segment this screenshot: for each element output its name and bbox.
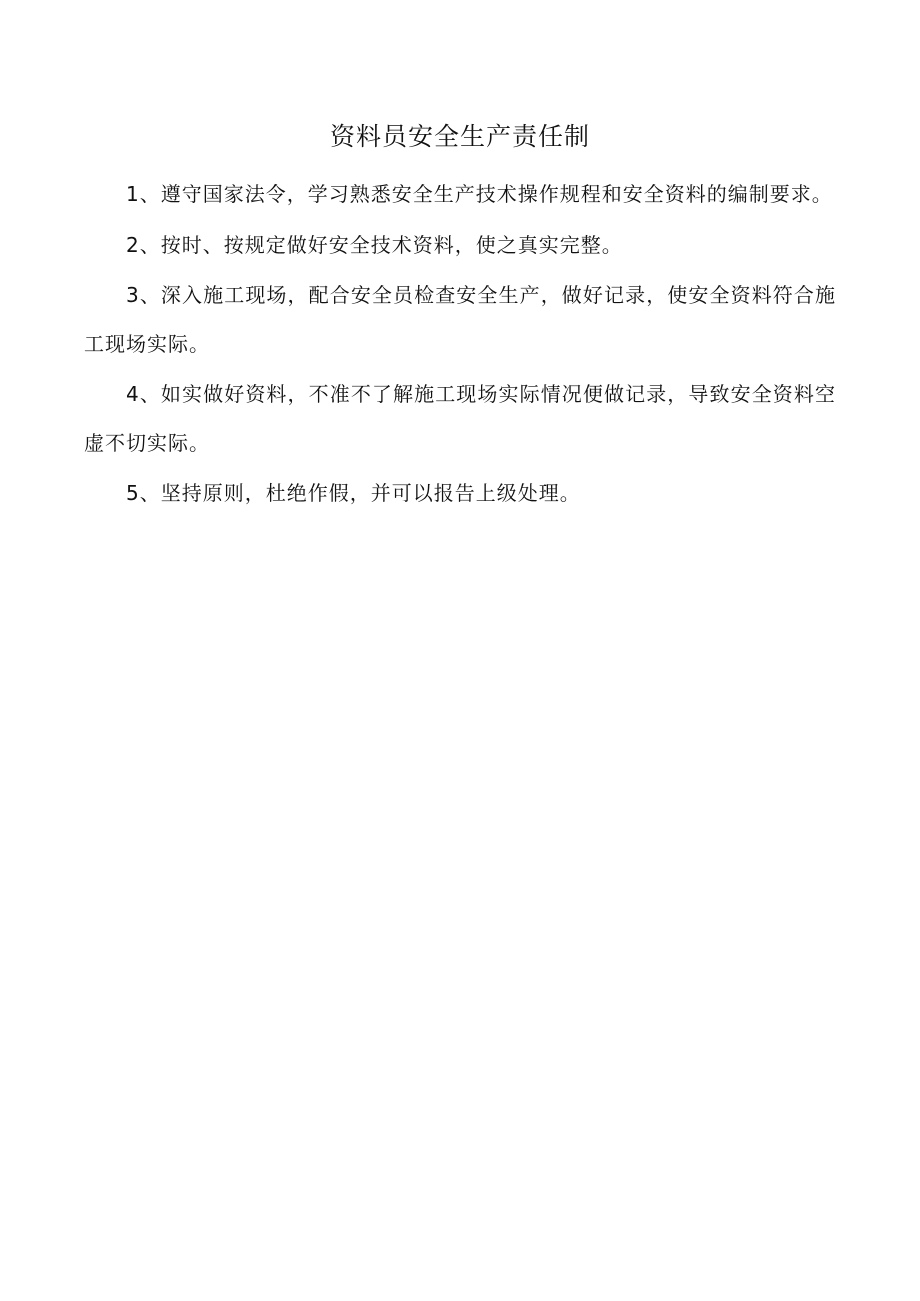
document-title: 资料员安全生产责任制: [329, 122, 590, 151]
clause-5: 5、坚持原则，杜绝作假，并可以报告上级处理。: [126, 481, 581, 505]
document-body: [84, 170, 836, 520]
clause-1: 1、遵守国家法令，学习熟悉安全生产技术操作规程和安全资料的编制要求。: [126, 182, 833, 206]
clause-3: 3、深入施工现场，配合安全员检查安全生产，做好记录，使安全资料符合施工现场实际。: [84, 283, 836, 356]
clause-2: 2、按时、按规定做好安全技术资料，使之真实完整。: [126, 232, 623, 257]
clause-4: 4、如实做好资料，不准不了解施工现场实际情况便做记录，导致安全资料空虚不切实际。: [84, 382, 836, 455]
